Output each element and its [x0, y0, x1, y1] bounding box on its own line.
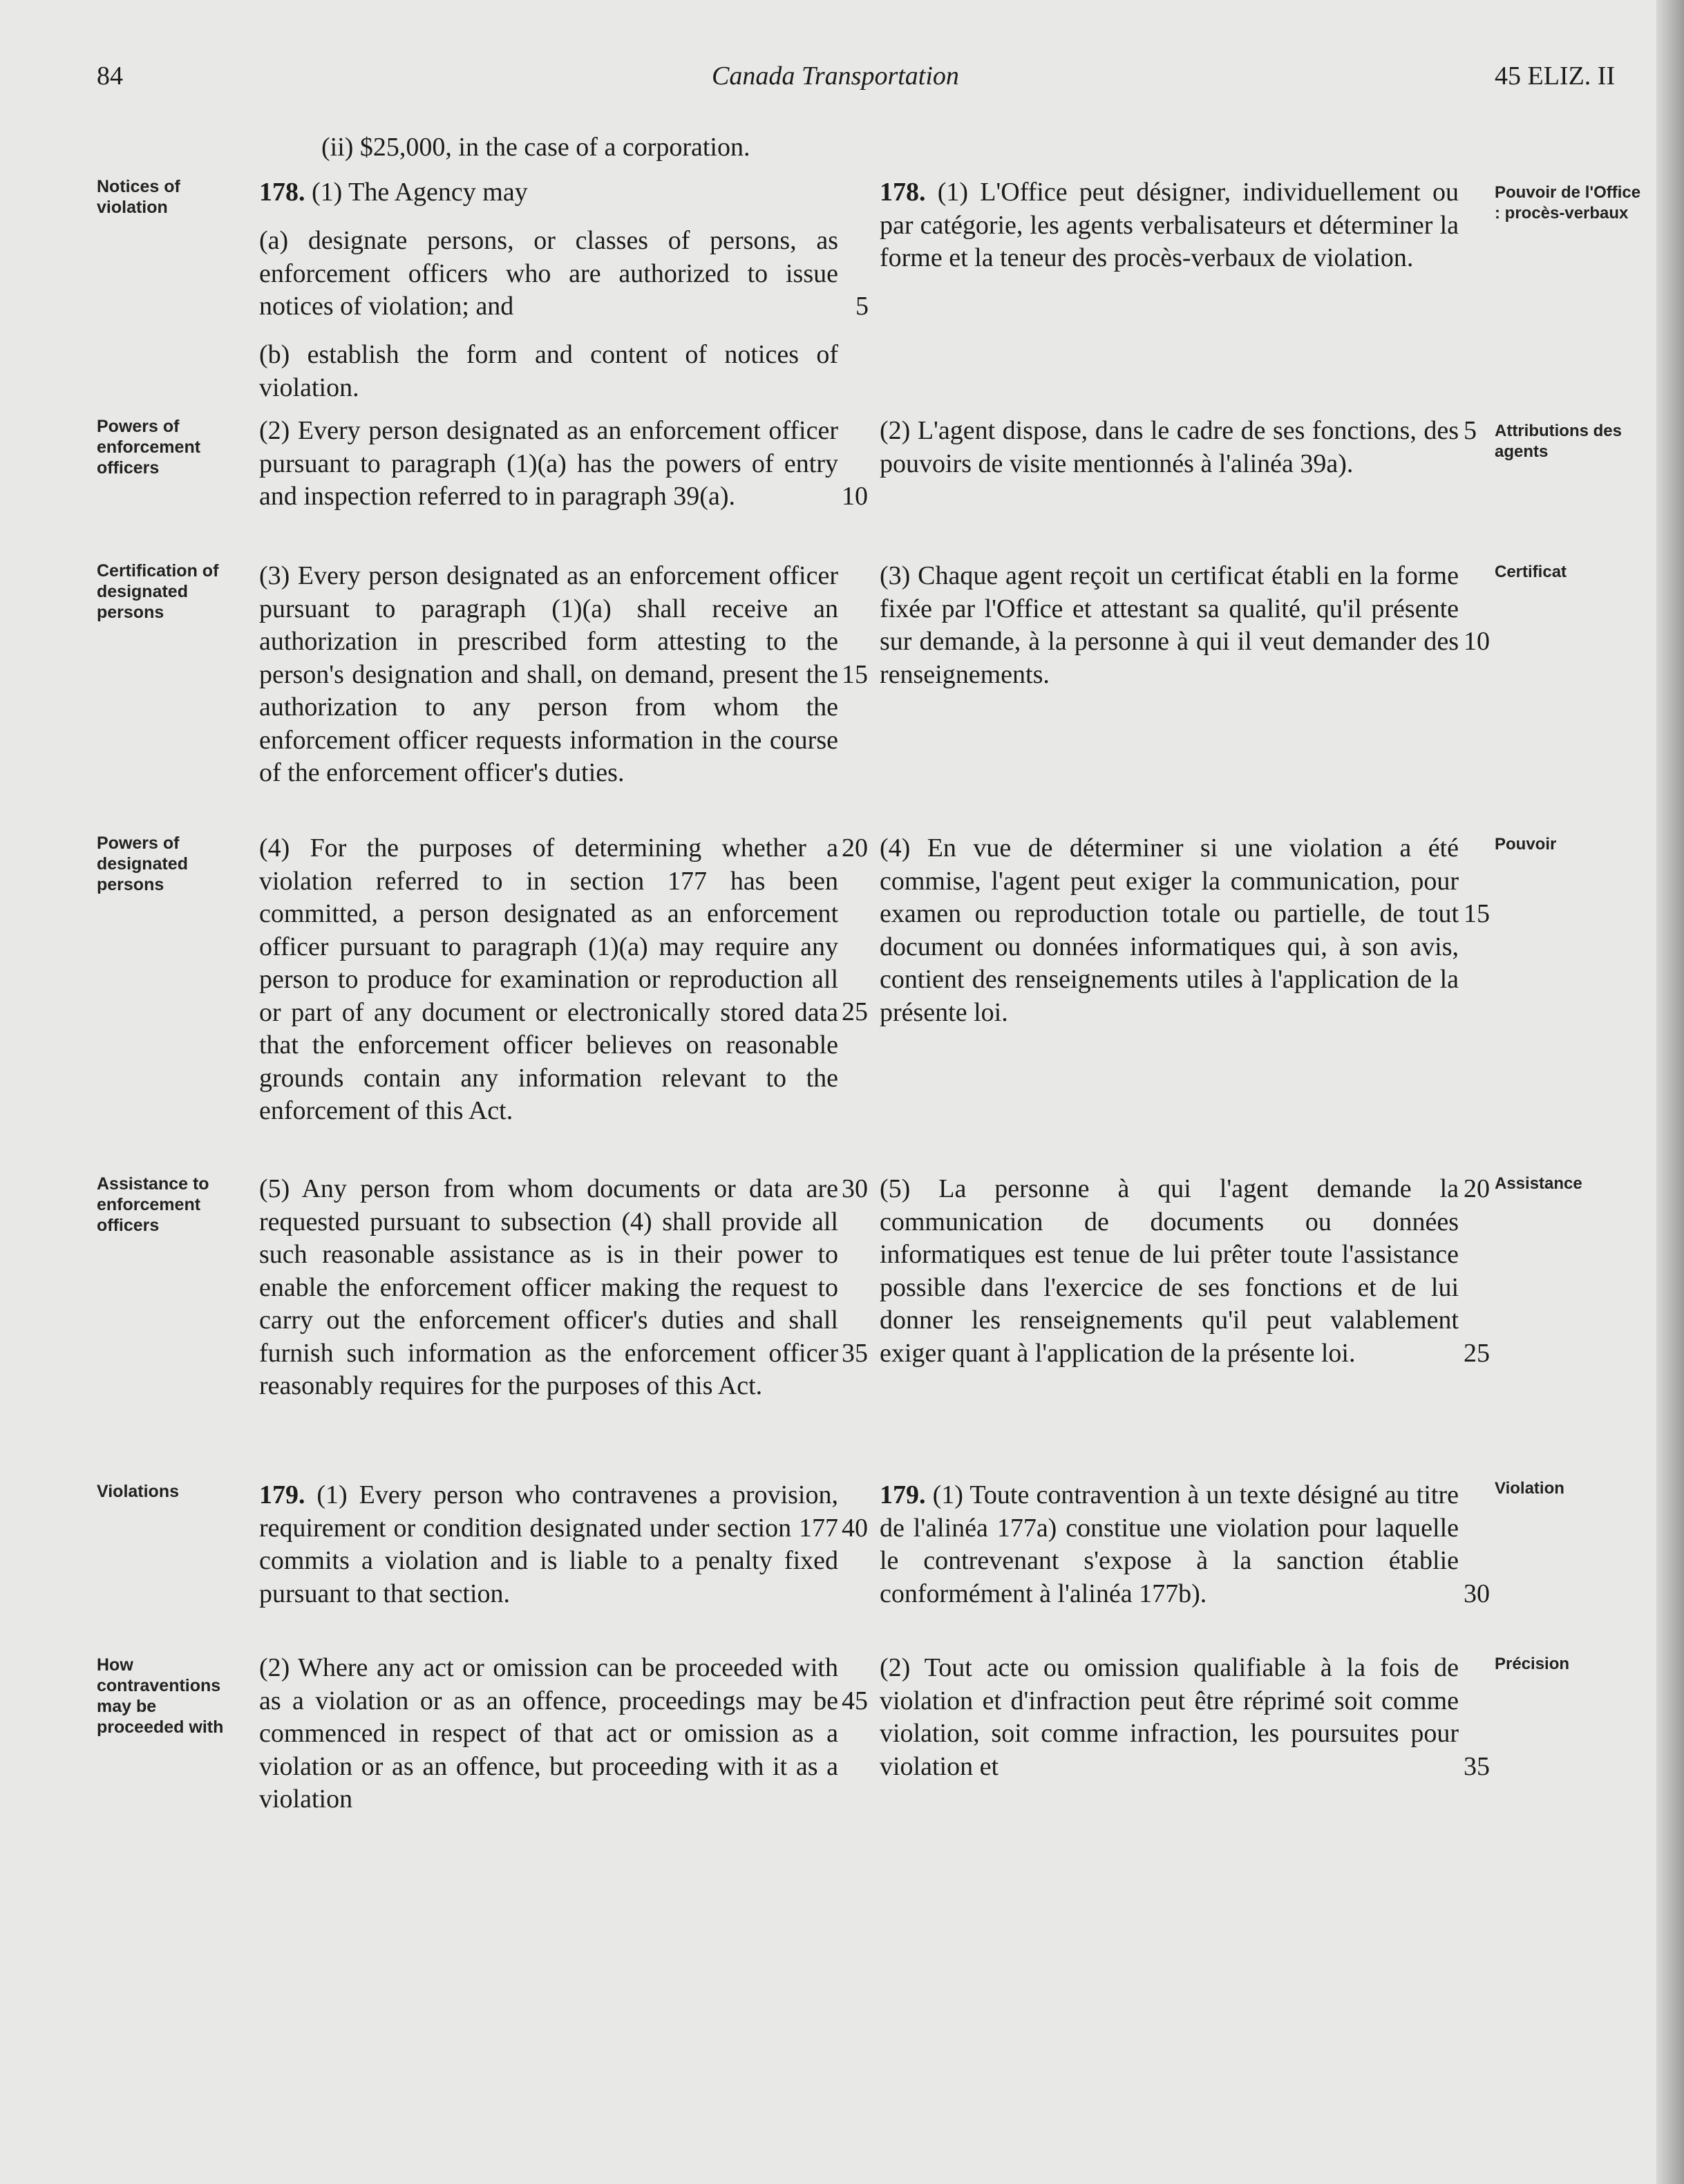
english-paragraph-178-1a: (a) designate persons, or classes of persons, as enforcement officers who are authorized to issue notices of violation; and — [259, 226, 838, 321]
english-subsection-178-5: (5) Any person from whom documents or data are requested pursuant to subsection (4) shall provide all such reasonable assistance as is in their power to enable the enforcement officer making the request to carry out the enforcement officer's duties and shall furnish such information as the enforcement officer reasonably requires for the purposes of this Act. — [259, 1174, 838, 1400]
line-number-fr: 5 — [1464, 416, 1477, 445]
english-subsection-178-3: (3) Every person designated as an enforcement officer pursuant to paragraph (1)(a) shall receive an authorization in prescribed form attesting to the person's designation and shall, on demand, present the authorization to any person from whom the enforcement officer requests information in the course of the enforcement officer's duties. — [259, 561, 838, 787]
line-number-en: 5 — [855, 292, 869, 321]
french-subsection-178-2: (2) L'agent dispose, dans le cadre de ses fonctions, des pouvoirs de visite mentionnés à l'alinéa 39a). — [880, 416, 1459, 478]
line-number-fr: 30 — [1464, 1579, 1490, 1608]
line-number-fr: 35 — [1464, 1752, 1490, 1781]
regnal-year: 45 ELIZ. II — [1495, 62, 1616, 91]
side-note-fr: Assistance — [1495, 1174, 1582, 1193]
side-note-fr: Pouvoir — [1495, 835, 1557, 854]
french-section-178-1: 178. (1) L'Office peut désigner, individuellement ou par catégorie, les agents verbalisateurs et déterminer la forme et la teneur des procès-verbaux de violation. — [880, 178, 1459, 272]
line-number-en: 15 — [842, 660, 868, 689]
side-note-en: How contraventions may be proceeded with — [97, 1655, 224, 1737]
french-subsection-178-3: (3) Chaque agent reçoit un certificat établi en la forme fixée par l'Office et attestant sa qualité, qu'il présente sur demande, à la personne à qui il veut demander des renseignements. — [880, 561, 1459, 689]
line-number-en: 40 — [842, 1514, 868, 1543]
book-spine-shadow — [1656, 0, 1684, 2184]
english-paragraph: (ii) $25,000, in the case of a corporation. — [321, 133, 750, 162]
page-number: 84 — [97, 62, 123, 91]
line-number-en: 10 — [842, 482, 868, 511]
side-note-en: Certification of designated persons — [97, 561, 219, 622]
side-note-fr: Certificat — [1495, 563, 1567, 581]
english-subsection-178-2: (2) Every person designated as an enforcement officer pursuant to paragraph (1)(a) has the powers of entry and inspection referred to in paragraph 39(a). — [259, 416, 838, 511]
line-number-en: 35 — [842, 1339, 868, 1368]
side-note-fr: Pouvoir de l'Office : procès-verbaux — [1495, 183, 1641, 223]
line-number-fr: 15 — [1464, 899, 1490, 928]
side-note-en: Powers of designated persons — [97, 834, 188, 894]
side-note-fr: Précision — [1495, 1655, 1570, 1673]
side-note-en: Powers of enforcement officers — [97, 417, 201, 478]
english-subsection-179-2: (2) Where any act or omission can be proceeded with as a violation or as an offence, proceedings may be commenced in respect of that act or omission as a violation or as an offence, but proceeding with it as a violation — [259, 1653, 838, 1814]
french-section-179-1: 179. (1) Toute contravention à un texte désigné au titre de l'alinéa 177a) constitue une violation pour laquelle le contrevenant s'expose à la sanction établie conformément à l'alinéa 177b). — [880, 1480, 1459, 1608]
english-section-178-1: 178. (1) The Agency may — [259, 178, 528, 207]
french-subsection-178-5: (5) La personne à qui l'agent demande la communication de documents ou données informatiques est tenue de lui prêter toute l'assistance possible dans l'exercice de ses fonctions et de lui donner les renseignements qu'il peut valablement exiger quant à l'application de la présente loi. — [880, 1174, 1459, 1368]
side-note-en: Violations — [97, 1482, 180, 1501]
french-subsection-179-2: (2) Tout acte ou omission qualifiable à la fois de violation et d'infraction peut être réprimé soit comme violation, soit comme infraction, les poursuites pour violation et — [880, 1653, 1459, 1781]
english-subsection-178-4: (4) For the purposes of determining whether a violation referred to in section 177 has been committed, a person designated as an enforcement officer pursuant to paragraph (1)(a) may require any person to produce for examination or reproduction all or part of any document or electronically stored data that the enforcement officer believes on reasonable grounds contain any information relevant to the enforcement of this Act. — [259, 834, 838, 1125]
english-section-179-1: 179. (1) Every person who contravenes a provision, requirement or condition designated under section 177 commits a violation and is liable to a penalty fixed pursuant to that section. — [259, 1480, 838, 1608]
side-note-fr: Violation — [1495, 1479, 1564, 1498]
running-title: Canada Transportation — [712, 62, 959, 91]
line-number-fr: 25 — [1464, 1339, 1490, 1368]
side-note-en: Notices of violation — [97, 177, 180, 217]
side-note-fr: Attributions des agents — [1495, 422, 1622, 461]
line-number-fr: 20 — [1464, 1174, 1490, 1203]
line-number-fr: 10 — [1464, 627, 1490, 656]
line-number-en: 20 — [842, 834, 868, 863]
french-subsection-178-4: (4) En vue de déterminer si une violation a été commise, l'agent peut exiger la communication, pour examen ou reproduction totale ou partielle, de tout document ou données informatiques qui, à son avis, contient des renseignements utiles à l'application de la présente loi. — [880, 834, 1459, 1027]
line-number-en: 45 — [842, 1686, 868, 1715]
side-note-en: Assistance to enforcement officers — [97, 1174, 209, 1235]
line-number-en: 30 — [842, 1174, 868, 1203]
line-number-en: 25 — [842, 997, 868, 1026]
english-paragraph-178-1b: (b) establish the form and content of notices of violation. — [259, 340, 838, 402]
